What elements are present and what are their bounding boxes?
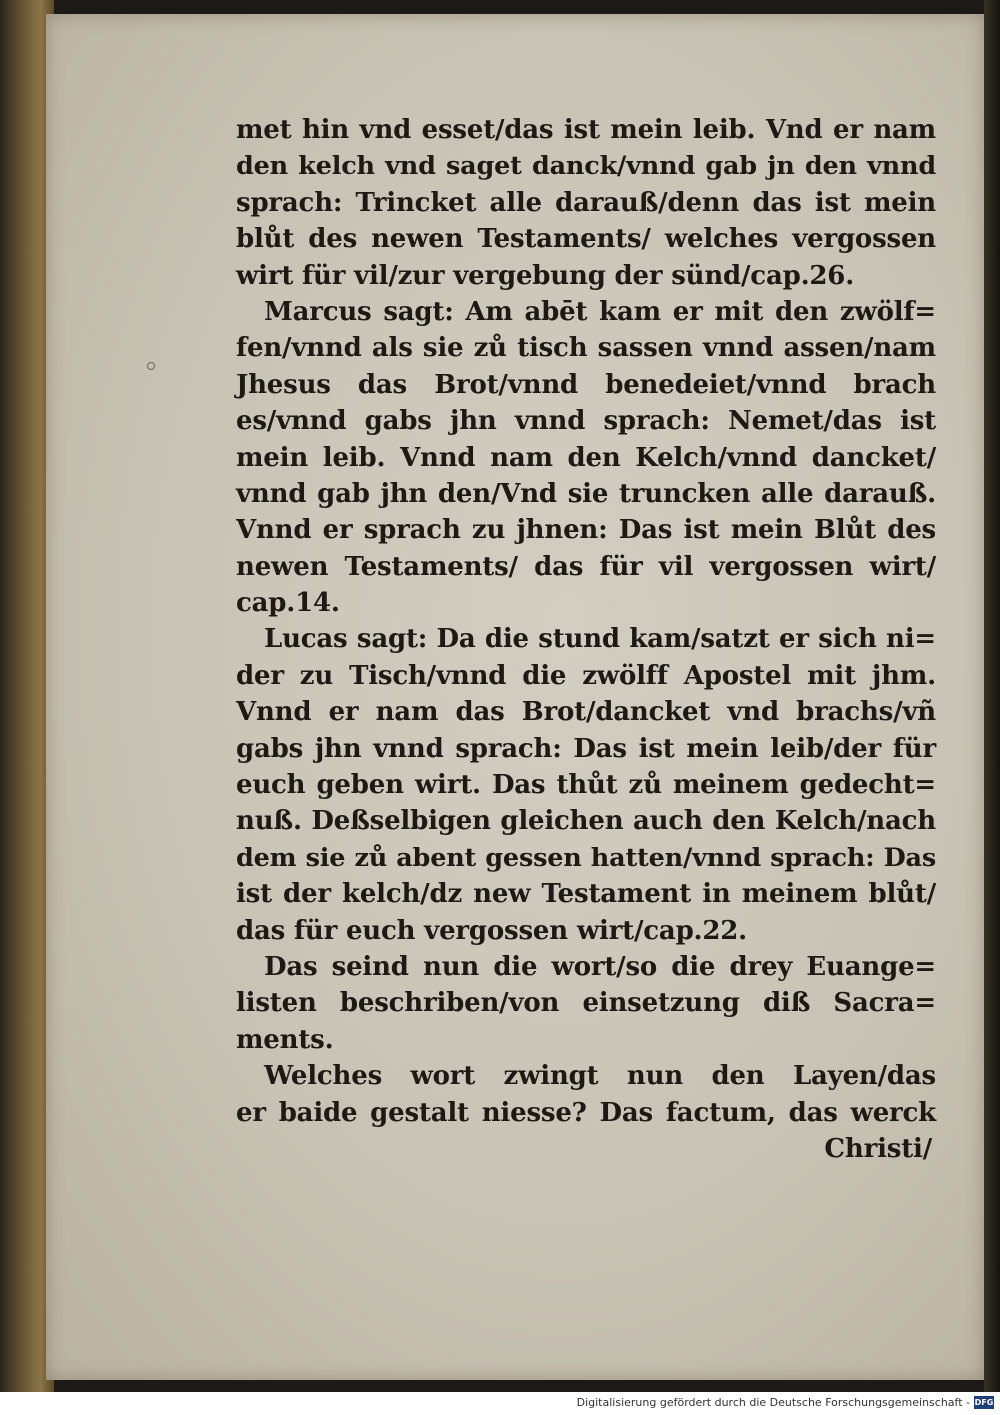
paragraph-start-line: Das seind nun die wort/so die drey Euange= <box>264 951 936 982</box>
page-hole-mark <box>147 362 155 370</box>
text-line: listen beschriben/von einsetzung diß Sacra= <box>236 988 936 1019</box>
text-line: vnnd gab jhn den/Vnd sie truncken alle darauß. <box>236 478 936 509</box>
text-line: sprach: Trincket alle darauß/denn das ist mein <box>236 187 936 218</box>
text-line: er baide gestalt niesse? Das factum, das werck <box>236 1097 936 1128</box>
text-line: cap.14. <box>236 588 340 619</box>
page-text-block <box>236 112 936 1167</box>
digitization-footer <box>0 1392 1000 1415</box>
text-line: dem sie zů abent gessen hatten/vnnd sprach: Das <box>236 842 936 873</box>
text-line: euch geben wirt. Das thůt zů meinem gedecht= <box>236 770 936 801</box>
text-line: den kelch vnd saget danck/vnnd gab jn den vnnd <box>236 151 936 182</box>
text-line: Vnnd er sprach zu jhnen: Das ist mein Blůt des <box>236 515 936 546</box>
text-line: ist der kelch/dz new Testament in meinem blůt/ <box>236 879 936 910</box>
text-line: gabs jhn vnnd sprach: Das ist mein leib/der für <box>236 733 936 764</box>
funding-credit: Digitalisierung gefördert durch die Deutsche Forschungsgemeinschaft - <box>576 1396 970 1409</box>
book-cover-edge-right <box>984 0 1000 1392</box>
paragraph-start-line: Lucas sagt: Da die stund kam/satzt er sich ni= <box>264 624 936 655</box>
text-line: das für euch vergossen wirt/cap.22. <box>236 915 748 946</box>
text-line: es/vnnd gabs jhn vnnd sprach: Nemet/das ist <box>236 406 936 437</box>
text-line: wirt für vil/zur vergebung der sünd/cap.26. <box>236 260 855 291</box>
text-line: Jhesus das Brot/vnnd benedeiet/vnnd brach <box>236 369 936 400</box>
text-line: met hin vnd esset/das ist mein leib. Vnd er nam <box>236 115 936 145</box>
text-line: nuß. Deßselbigen gleichen auch den Kelch/nach <box>236 806 936 837</box>
text-line: fen/vnnd als sie zů tisch sassen vnnd assen/nam <box>236 333 936 364</box>
text-line: mein leib. Vnnd nam den Kelch/vnnd dancket/ <box>236 442 936 473</box>
dfg-logo-icon: DFG <box>974 1398 994 1407</box>
text-line: blůt des newen Testaments/ welches vergossen <box>236 224 936 255</box>
catchword: Christi/ <box>824 1133 932 1164</box>
text-line: ments. <box>236 1024 334 1055</box>
text-line: Vnnd er nam das Brot/dancket vnd brachs/vñ <box>236 697 936 728</box>
paragraph-start-line: Marcus sagt: Am abēt kam er mit den zwölf= <box>264 296 936 327</box>
paragraph-start-line: Welches wort zwingt nun den Layen/das <box>264 1061 936 1092</box>
text-line: newen Testaments/ das für vil vergossen wirt/ <box>236 551 936 582</box>
text-line: der zu Tisch/vnnd die zwölff Apostel mit jhm. <box>236 660 936 691</box>
